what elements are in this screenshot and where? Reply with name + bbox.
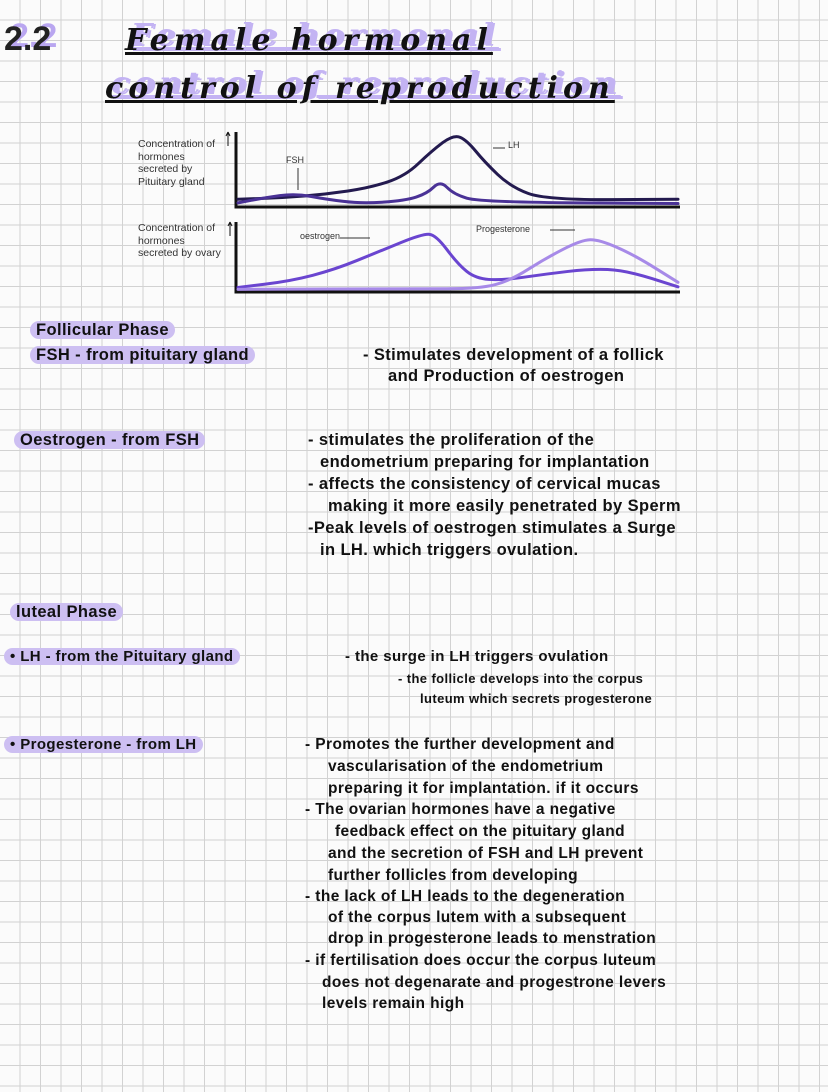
note-line: preparing it for implantation. if it occurs: [328, 780, 639, 797]
note-line: in LH. which triggers ovulation.: [320, 541, 579, 559]
note-line: vascularisation of the endometrium: [328, 758, 604, 775]
note-line: levels remain high: [322, 995, 465, 1012]
fsh-text: and Production of oestrogen: [388, 367, 625, 385]
follicular-heading: Follicular Phase: [30, 321, 175, 339]
lh-text: - the surge in LH triggers ovulation: [345, 648, 609, 665]
oestrogen-label: Oestrogen - from FSH: [14, 431, 205, 449]
note-line: - affects the consistency of cervical mucas: [308, 475, 661, 493]
oestrogen-curve-label: oestrogen: [300, 231, 341, 241]
progesterone-label: • Progesterone - from LH: [4, 736, 203, 754]
note-line: making it more easily penetrated by Sperm: [328, 497, 681, 515]
luteal-heading: luteal Phase: [10, 603, 123, 621]
note-line: further follicles from developing: [328, 867, 579, 884]
page-title-line2: control of reproduction: [105, 71, 615, 106]
note-line: of the corpus lutem with a subsequent: [328, 909, 627, 926]
curve-oestrogen: [238, 234, 678, 287]
progesterone-curve-label: Progesterone: [476, 224, 531, 234]
note-line: - The ovarian hormones have a negative: [305, 801, 616, 818]
note-line: does not degenarate and progestrone levers: [322, 974, 667, 991]
note-line: feedback effect on the pituitary gland: [335, 823, 625, 840]
section-number: 2.2: [4, 20, 52, 58]
fsh-curve-label: FSH: [286, 155, 304, 165]
curve-lh: [238, 137, 678, 200]
fsh-text: - Stimulates development of a follick: [363, 346, 664, 364]
lh-text: - the follicle develops into the corpus: [398, 671, 644, 686]
note-line: and the secretion of FSH and LH prevent: [328, 845, 644, 862]
note-line: - the lack of LH leads to the degeneration: [305, 888, 625, 905]
hormone-charts: [0, 0, 828, 310]
note-line: -Peak levels of oestrogen stimulates a Surge: [308, 519, 676, 537]
page-title-line1: Female hormonal: [125, 23, 493, 58]
note-line: drop in progesterone leads to menstration: [328, 930, 657, 947]
lh-label: • LH - from the Pituitary gland: [4, 648, 240, 666]
fsh-label: FSH - from pituitary gland: [30, 346, 255, 364]
lh-curve-label: LH: [508, 140, 520, 150]
lh-text: luteum which secrets progesterone: [420, 691, 653, 706]
bottom-chart-ylabel: Concentration of hormones secreted by ovary: [138, 222, 221, 259]
note-line: endometrium preparing for implantation: [320, 453, 650, 471]
note-line: - if fertilisation does occur the corpus luteum: [305, 952, 657, 969]
note-line: - stimulates the proliferation of the: [308, 431, 595, 449]
note-line: - Promotes the further development and: [305, 736, 615, 753]
top-chart-ylabel: Concentration of hormones secreted by Pituitary gland: [138, 138, 216, 188]
